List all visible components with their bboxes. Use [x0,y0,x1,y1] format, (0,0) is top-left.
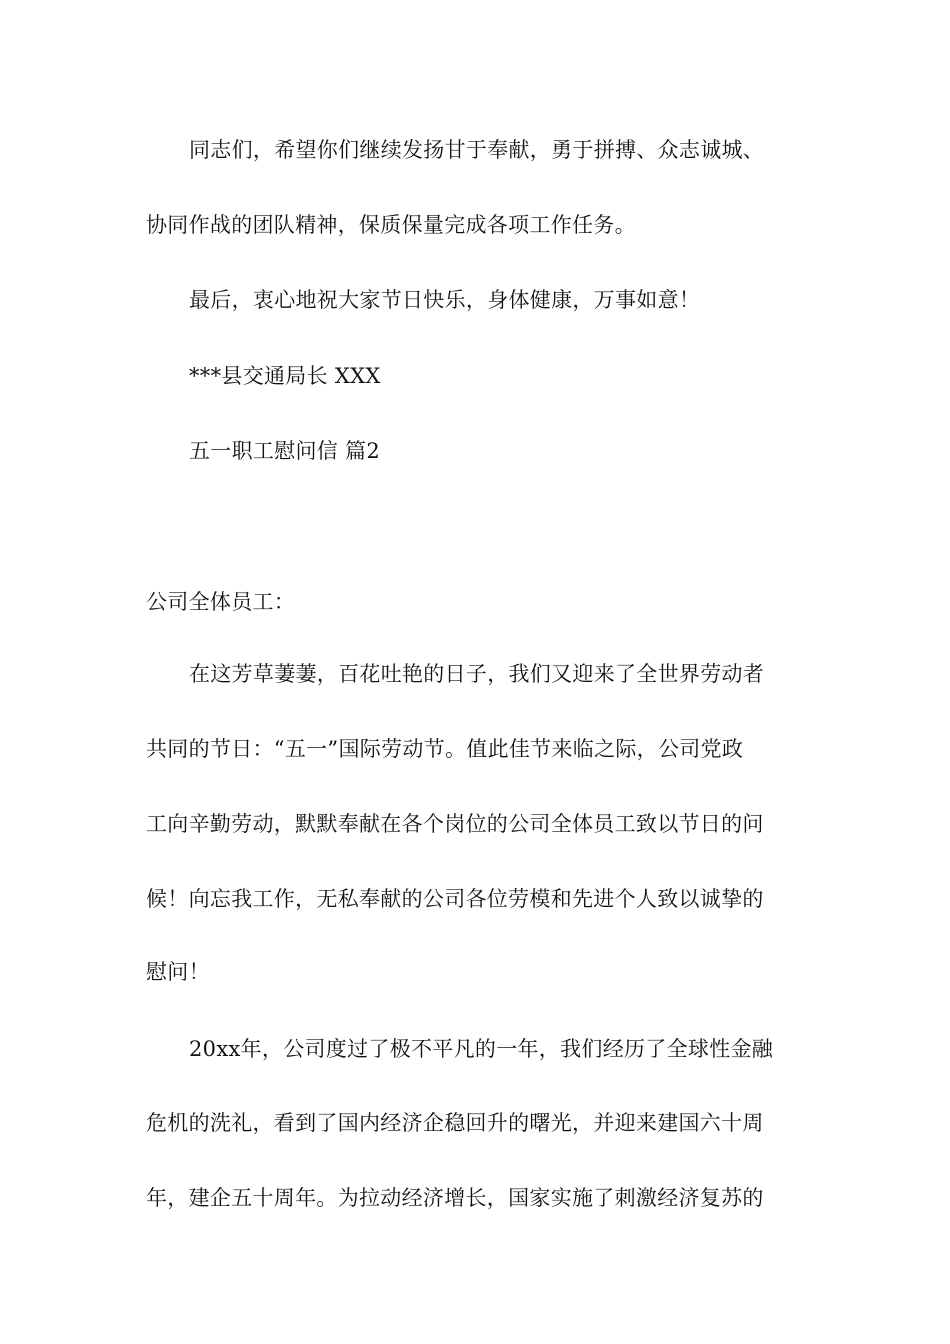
paragraph-line: 慰问！ [146,960,210,984]
paragraph-line: 20xx年，公司度过了极不平凡的一年，我们经历了全球性金融 [189,1037,774,1061]
paragraph-line: 协同作战的团队精神，保质保量完成各项工作任务。 [146,213,636,237]
paragraph-line: 共同的节日：“五一”国际劳动节。值此佳节来临之际，公司党政 [146,737,744,761]
paragraph-line: 危机的洗礼，看到了国内经济企稳回升的曙光，并迎来建国六十周 [146,1111,764,1135]
paragraph-line: 工向辛勤劳动，默默奉献在各个岗位的公司全体员工致以节日的问 [146,812,764,836]
paragraph-line: 在这芳草萋萋，百花吐艳的日子，我们又迎来了全世界劳动者 [189,662,765,686]
signature-line: ***县交通局长 XXX [189,364,381,388]
paragraph-line: 同志们，希望你们继续发扬甘于奉献，勇于拼搏、众志诚城、 [189,138,765,162]
section-heading: 五一职工慰问信 篇2 [189,439,381,463]
paragraph-line: 候！向忘我工作，无私奉献的公司各位劳模和先进个人致以诚挚的 [146,887,764,911]
paragraph-line: 年，建企五十周年。为拉动经济增长，国家实施了刺激经济复苏的 [146,1186,764,1210]
salutation: 公司全体员工： [146,590,296,614]
paragraph-line: 最后，衷心地祝大家节日快乐，身体健康，万事如意！ [189,288,701,312]
